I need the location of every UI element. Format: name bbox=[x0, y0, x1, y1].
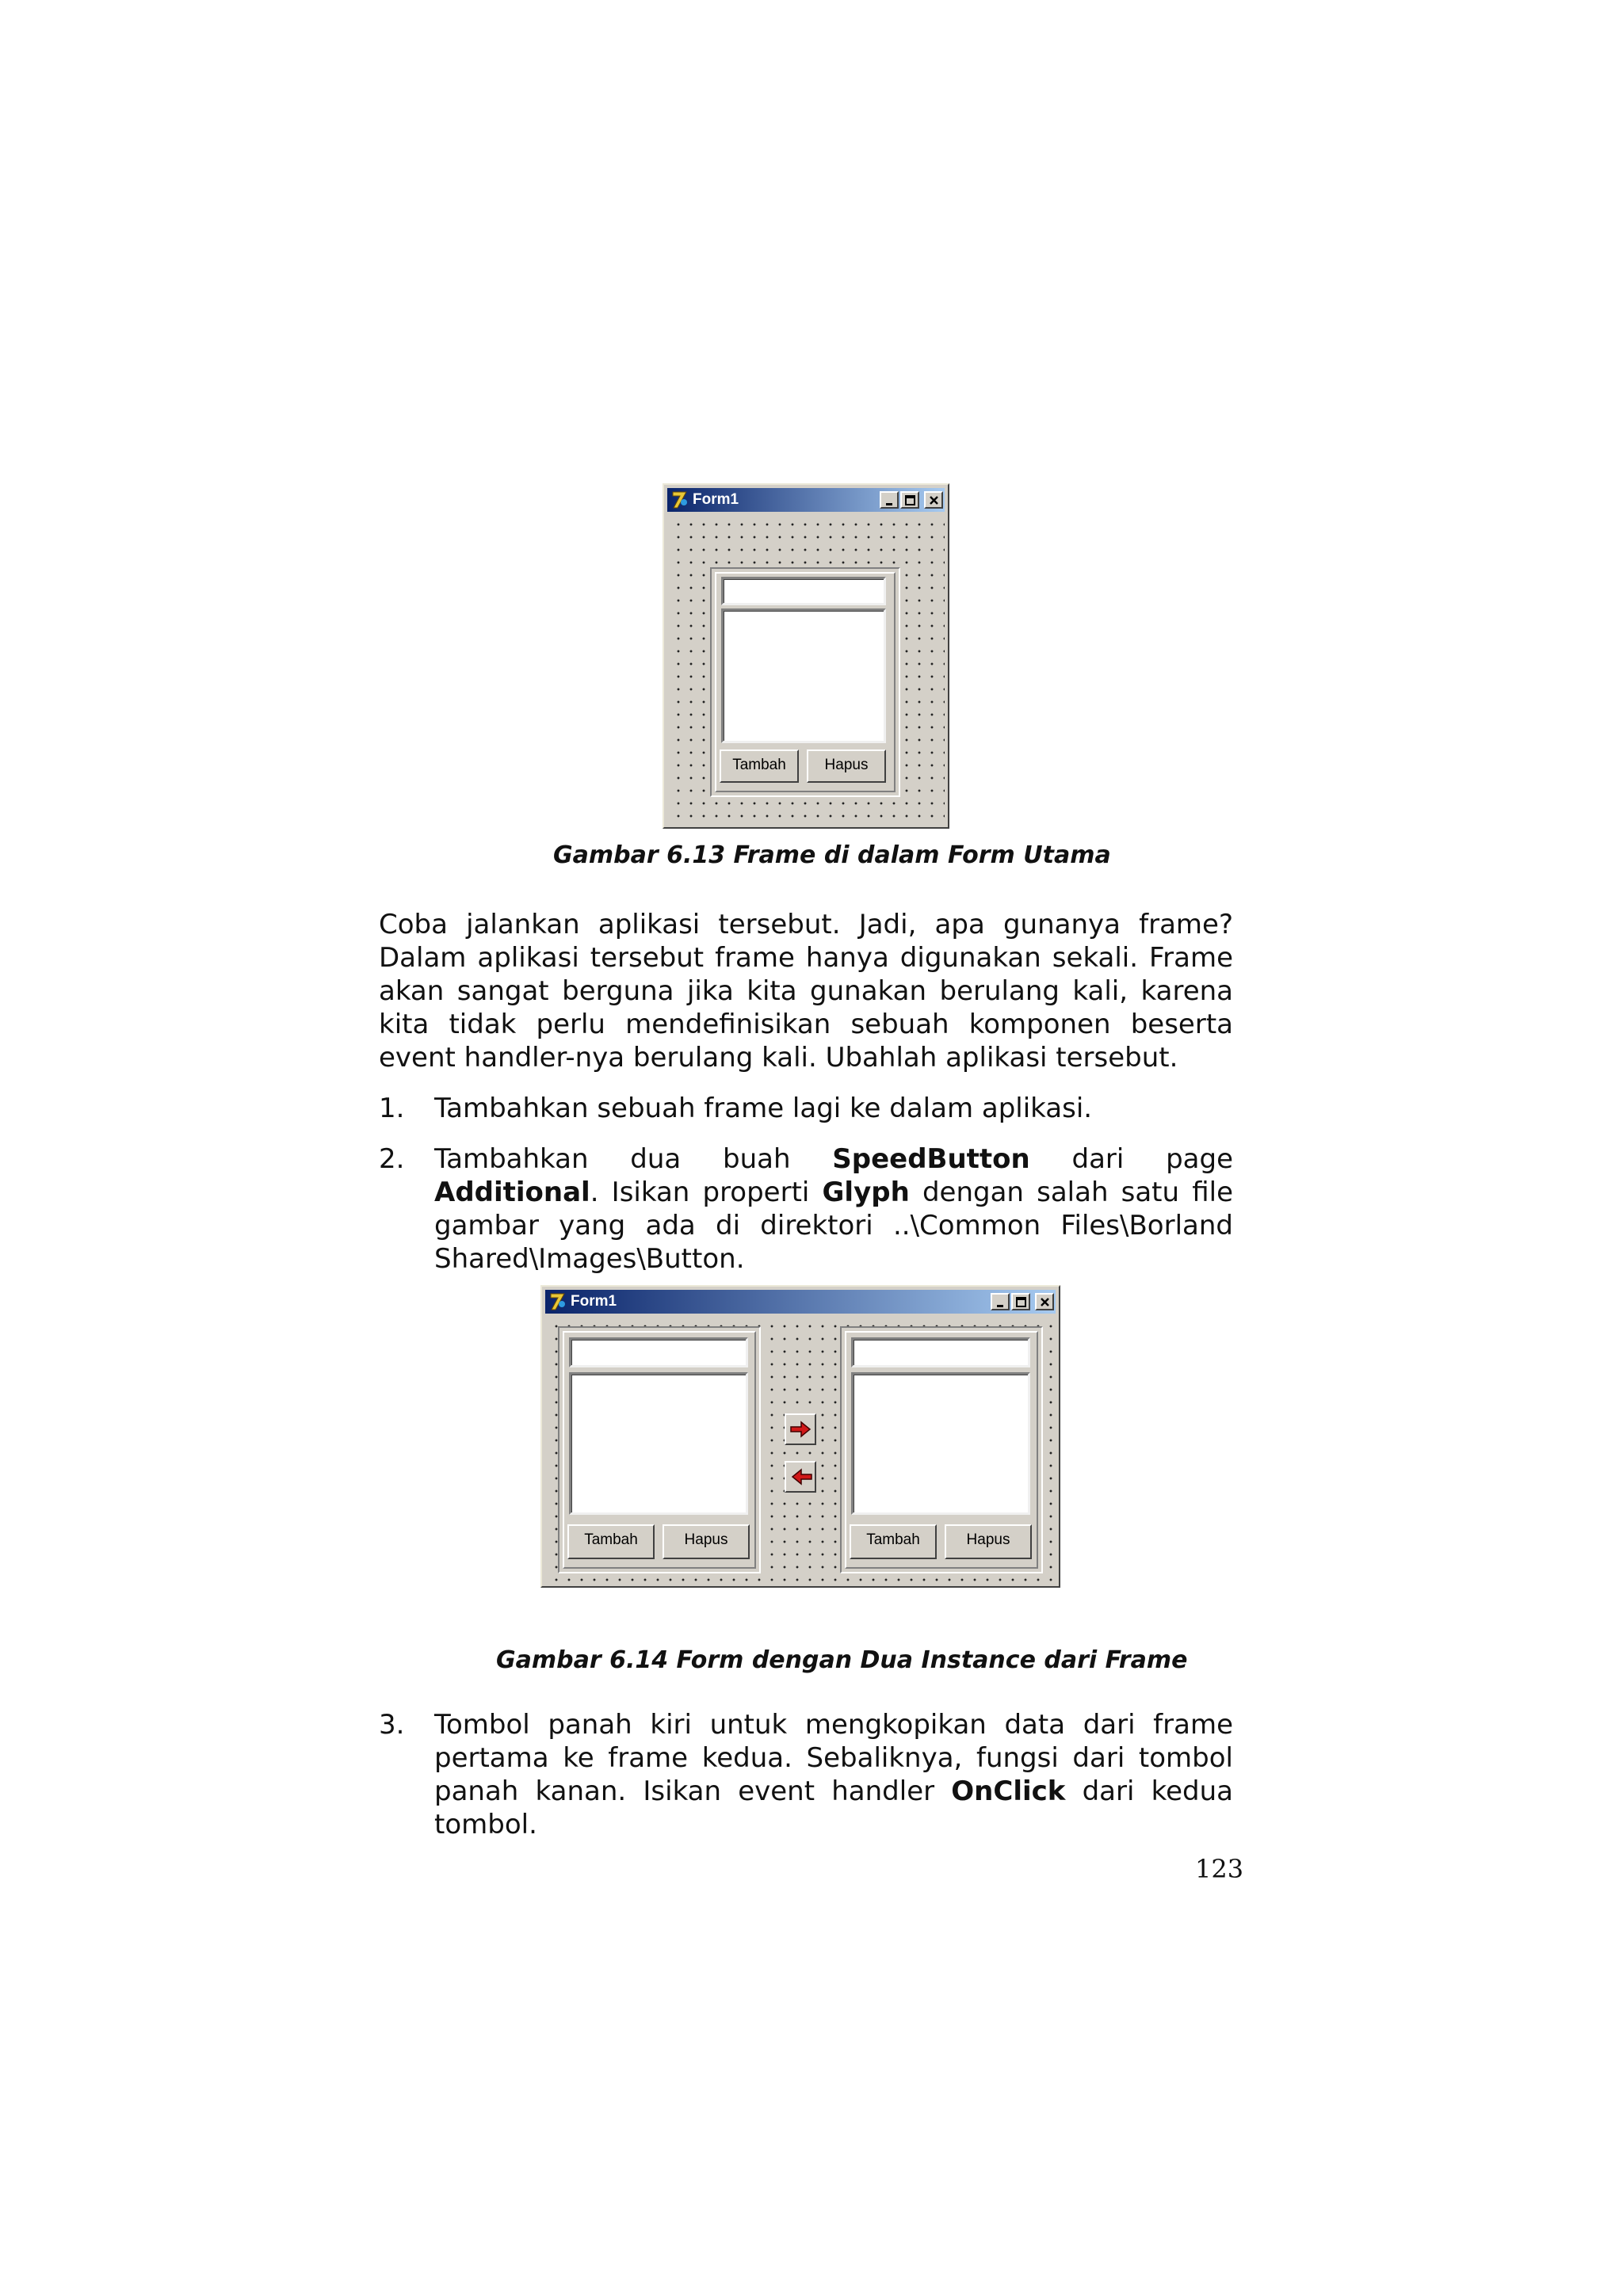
left-arrow-icon bbox=[789, 1467, 813, 1486]
frame-edit-input[interactable] bbox=[721, 577, 886, 605]
text-run: dengan salah satu file gambar yang ada di direktori ..\Common Files\Borland Shared\Images\Button. bbox=[434, 1177, 1233, 1275]
term-speedbutton: SpeedButton bbox=[832, 1143, 1030, 1175]
maximize-icon bbox=[904, 494, 917, 507]
speedbutton-left-arrow[interactable] bbox=[785, 1461, 816, 1493]
maximize-button[interactable] bbox=[1011, 1293, 1030, 1310]
minimize-icon bbox=[995, 1296, 1007, 1309]
minimize-icon bbox=[884, 494, 896, 507]
hapus-button[interactable]: Hapus bbox=[807, 749, 886, 783]
term-onclick: OnClick bbox=[951, 1775, 1066, 1807]
frame-listbox[interactable] bbox=[851, 1372, 1030, 1515]
page-number: 123 bbox=[1195, 1854, 1244, 1884]
text-run: dari kedua tombol. bbox=[434, 1775, 1233, 1840]
close-button[interactable] bbox=[1035, 1293, 1054, 1310]
frame-listbox[interactable] bbox=[721, 608, 886, 743]
close-button[interactable] bbox=[924, 491, 943, 509]
figure-caption-6-13: Gambar 6.13 Frame di dalam Form Utama bbox=[553, 841, 1111, 869]
window-title: Form1 bbox=[693, 491, 739, 508]
figure-caption-6-14: Gambar 6.14 Form dengan Dua Instance dari Frame bbox=[496, 1646, 1188, 1674]
paragraph: Coba jalankan aplikasi tersebut. Jadi, apa gunanya frame? Dalam aplikasi tersebut frame hanya digunakan sekali. Frame akan sangat berguna jika kita gunakan berulang kali, karena kita tidak perlu mendefinisikan sebuah komponen beserta event handler-nya berulang kali. Ubahlah aplikasi tersebut. bbox=[379, 909, 1233, 1074]
form-client-area bbox=[667, 513, 945, 824]
text-run: Tambahkan dua buah bbox=[434, 1143, 833, 1175]
list-text bbox=[434, 1142, 1233, 1276]
tambah-button[interactable]: Tambah bbox=[567, 1524, 655, 1559]
close-icon bbox=[928, 494, 941, 507]
right-arrow-icon bbox=[789, 1420, 813, 1439]
maximize-icon bbox=[1015, 1296, 1028, 1309]
text-run: Tombol panah kiri untuk mengkopikan data dari frame pertama ke frame kedua. Sebaliknya, fungsi dari tombol panah kanan. Isikan event handler bbox=[434, 1709, 1233, 1807]
close-icon bbox=[1039, 1296, 1052, 1309]
list-number: 1. bbox=[379, 1093, 405, 1124]
frame-edit-input[interactable] bbox=[569, 1337, 748, 1367]
speedbutton-right-arrow[interactable] bbox=[785, 1413, 816, 1445]
app-icon bbox=[548, 1292, 567, 1311]
frame-edit-input[interactable] bbox=[851, 1337, 1030, 1367]
app-icon bbox=[670, 490, 689, 509]
title-bar[interactable] bbox=[545, 1290, 1056, 1314]
list-number: 3. bbox=[379, 1709, 405, 1741]
term-additional: Additional bbox=[434, 1177, 590, 1208]
form-client-area bbox=[545, 1315, 1056, 1583]
minimize-button[interactable] bbox=[880, 491, 899, 509]
text-run: dari page bbox=[1029, 1143, 1233, 1175]
list-text bbox=[434, 1708, 1233, 1841]
maximize-button[interactable] bbox=[900, 491, 919, 509]
term-glyph: Glyph bbox=[822, 1177, 910, 1208]
form1-window bbox=[663, 483, 949, 829]
frame-left bbox=[558, 1326, 761, 1573]
list-number: 2. bbox=[379, 1143, 405, 1175]
frame bbox=[710, 567, 900, 797]
frame-listbox[interactable] bbox=[569, 1372, 748, 1515]
frame-right bbox=[840, 1326, 1043, 1573]
tambah-button[interactable]: Tambah bbox=[850, 1524, 937, 1559]
text-run: . Isikan properti bbox=[590, 1177, 823, 1208]
tambah-button[interactable]: Tambah bbox=[720, 749, 799, 783]
form2-window bbox=[540, 1285, 1060, 1588]
title-bar[interactable] bbox=[667, 488, 945, 512]
minimize-button[interactable] bbox=[991, 1293, 1010, 1310]
window-title: Form1 bbox=[571, 1293, 617, 1310]
hapus-button[interactable]: Hapus bbox=[663, 1524, 750, 1559]
list-text: Tambahkan sebuah frame lagi ke dalam aplikasi. bbox=[434, 1093, 1093, 1124]
hapus-button[interactable]: Hapus bbox=[945, 1524, 1032, 1559]
